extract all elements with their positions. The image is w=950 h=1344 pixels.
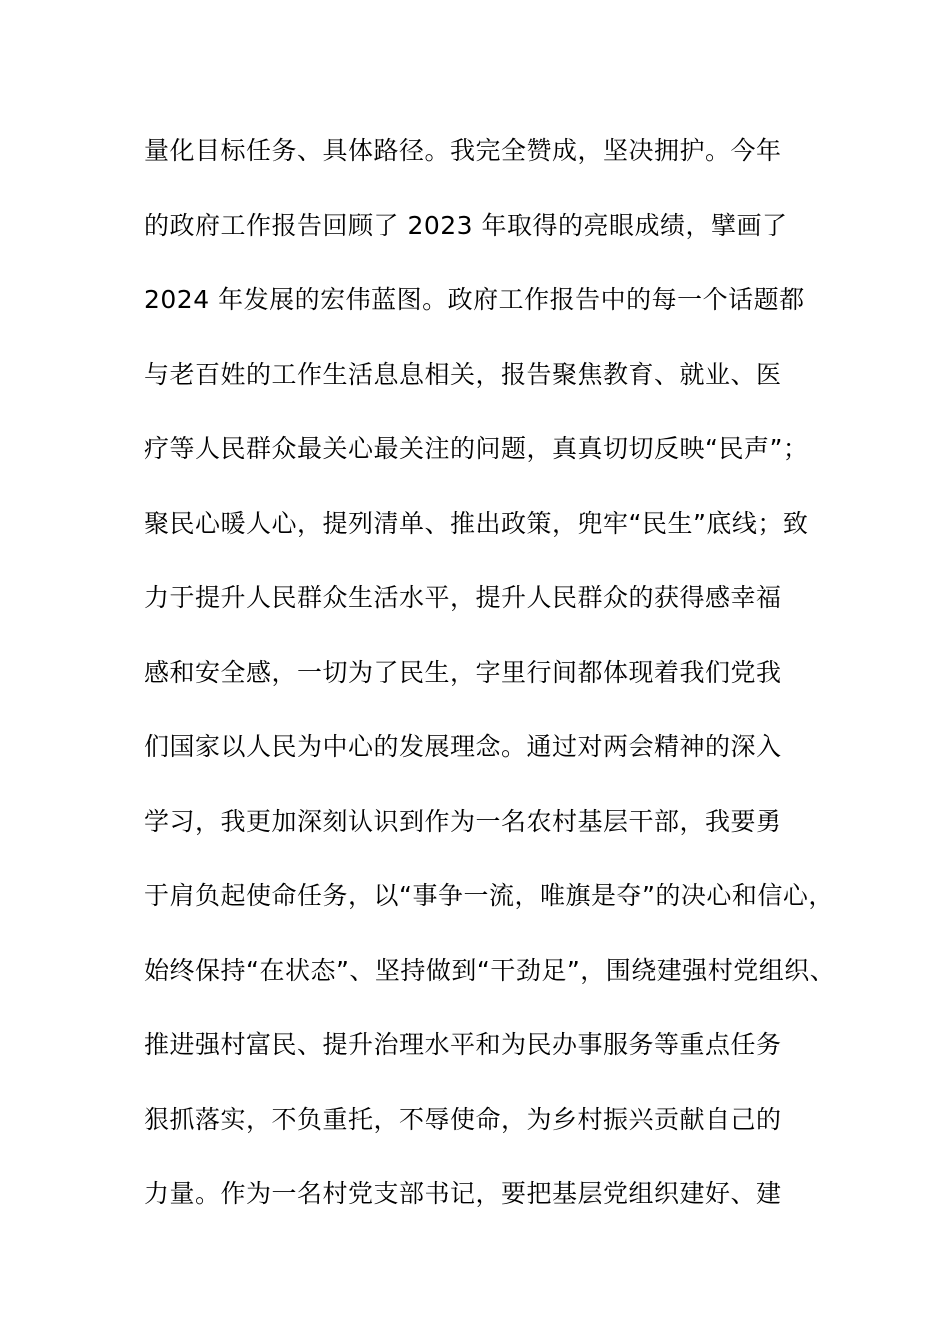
text-line: 疗等人民群众最关心最关注的问题，真真切切反映“民声”； (144, 434, 809, 463)
text-line: 狠抓落实，不负重托，不辱使命，为乡村振兴贡献自己的 (144, 1104, 782, 1134)
text-line: 的政府工作报告回顾了 2023 年取得的亮眼成绩，擘画了 (144, 210, 788, 240)
text-line: 们国家以人民为中心的发展理念。通过对两会精神的深入 (144, 732, 782, 761)
text-line: 感和安全感，一切为了民生，字里行间都体现着我们党我 (144, 657, 782, 687)
text-line: 聚民心暖人心，提列清单、推出政策，兜牢“民生”底线；致 (144, 508, 809, 538)
text-line: 学习，我更加深刻认识到作为一名农村基层干部，我要勇 (144, 806, 782, 836)
body-paragraph (144, 128, 844, 1246)
text-line: 与老百姓的工作生活息息相关，报告聚焦教育、就业、医 (144, 359, 782, 389)
text-line: 2024 年发展的宏伟蓝图。政府工作报告中的每一个话题都 (144, 285, 805, 314)
text-line: 推进强村富民、提升治理水平和为民办事服务等重点任务 (144, 1030, 782, 1059)
text-line: 力于提升人民群众生活水平，提升人民群众的获得感幸福 (144, 583, 782, 612)
text-line: 量化目标任务、具体路径。我完全赞成，坚决拥护。今年 (144, 136, 782, 165)
text-line: 力量。作为一名村党支部书记，要把基层党组织建好、建 (144, 1179, 782, 1208)
text-line: 始终保持“在状态”、坚持做到“干劲足”，围绕建强村党组织、 (144, 955, 836, 985)
text-line: 于肩负起使命任务，以“事争一流，唯旗是夺”的决心和信心， (144, 881, 834, 910)
